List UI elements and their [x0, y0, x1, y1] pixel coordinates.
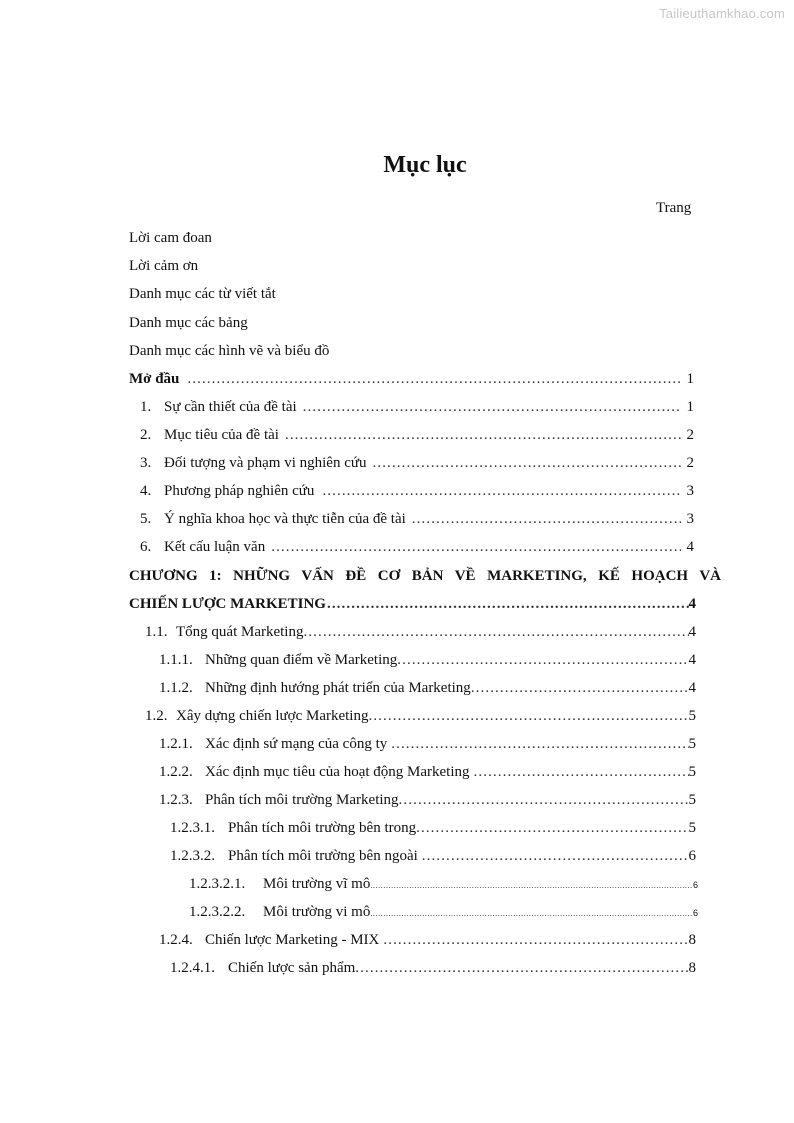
dot-leader: [322, 481, 680, 501]
page-column-header: Trang: [656, 200, 692, 216]
dot-leader: [370, 904, 693, 924]
toc-page-number: 5: [688, 736, 696, 752]
page-title: Mục lục: [383, 152, 467, 178]
toc-page-number: 1: [686, 371, 694, 387]
toc-label: Kết cấu luận văn: [164, 539, 266, 555]
dot-leader: [303, 397, 681, 417]
dot-leader: [383, 930, 688, 950]
dot-leader: [373, 453, 681, 473]
toc-label: Chiến lược Marketing - MIX: [205, 932, 380, 948]
toc-entry[interactable]: [189, 874, 698, 894]
toc-label: Những quan điểm về Marketing: [205, 652, 398, 668]
dot-leader: [303, 622, 688, 642]
toc-label: Môi trường vĩ mô: [263, 876, 371, 892]
toc-label: CHIẾN LƯỢC MARKETING: [129, 596, 326, 612]
toc-number: 1.2.3.2.2.: [189, 904, 246, 920]
toc-page-number: 2: [686, 427, 694, 443]
dot-leader: [187, 369, 680, 389]
toc-label: Sự cần thiết của đề tài: [164, 399, 297, 415]
toc-entry[interactable]: [140, 481, 694, 501]
dot-leader: [355, 958, 688, 978]
toc-number: 1.2.4.: [159, 932, 193, 948]
toc-label: Đối tượng và phạm vi nghiên cứu: [164, 455, 367, 471]
toc-entry[interactable]: [189, 902, 698, 922]
toc-label: Mở đầu: [129, 371, 180, 387]
toc-entry[interactable]: [145, 706, 696, 726]
toc-number: 1.1.1.: [159, 652, 193, 668]
toc-number: 1.2.1.: [159, 736, 193, 752]
toc-label: Phân tích môi trường Marketing: [205, 792, 399, 808]
toc-entry-figures[interactable]: Danh mục các hình vẽ và biểu đồ: [129, 342, 330, 359]
toc-label: Phương pháp nghiên cứu: [164, 483, 315, 499]
dot-leader: [416, 818, 688, 838]
watermark: Tailieuthamkhao.com: [659, 6, 785, 21]
toc-label: Môi trường vi mô: [263, 904, 371, 920]
dot-leader: [399, 790, 689, 810]
toc-number: 1.2.3.: [159, 792, 193, 808]
toc-page-number: 4: [688, 680, 696, 696]
toc-label: Ý nghĩa khoa học và thực tiễn của đề tài: [164, 511, 406, 527]
toc-number: 1.2.4.1.: [170, 960, 215, 976]
toc-number: 5.: [140, 511, 152, 527]
toc-label: Xây dựng chiến lược Marketing: [176, 708, 369, 724]
dot-leader: [474, 762, 689, 782]
toc-entry-intro[interactable]: [129, 369, 694, 389]
toc-page-number: 4: [686, 539, 694, 555]
toc-page-number: 4: [688, 596, 696, 612]
toc-number: 1.1.: [145, 624, 168, 640]
toc-page-number: 5: [688, 708, 696, 724]
toc-number: 2.: [140, 427, 152, 443]
toc-page-number: 3: [686, 511, 694, 527]
toc-entry[interactable]: [159, 762, 696, 782]
dot-leader: [327, 594, 689, 614]
toc-page-number: 4: [688, 652, 696, 668]
toc-entry-loi-cam-on[interactable]: Lời cảm ơn: [129, 258, 199, 275]
toc-entry[interactable]: [140, 509, 694, 529]
toc-page-number: 8: [688, 960, 696, 976]
chapter-1-heading[interactable]: CHƯƠNG 1: NHỮNG VẤN ĐỀ CƠ BẢN VỀ MARKETING, KẾ HOẠCH VÀ: [129, 568, 721, 584]
dot-leader: [397, 650, 688, 670]
toc-entry[interactable]: [140, 397, 694, 417]
toc-page-number: 6: [692, 880, 698, 890]
toc-entry[interactable]: [170, 958, 696, 978]
toc-page-number: 5: [688, 820, 696, 836]
toc-entry[interactable]: [159, 930, 696, 950]
toc-page-number: 6: [688, 848, 696, 864]
dot-leader: [368, 706, 688, 726]
toc-page-number: 4: [688, 624, 696, 640]
dot-leader: [391, 734, 688, 754]
dot-leader: [412, 509, 681, 529]
toc-entry[interactable]: [159, 678, 696, 698]
toc-entry[interactable]: [140, 453, 694, 473]
toc-number: 1.2.3.2.1.: [189, 876, 246, 892]
toc-entry[interactable]: [170, 846, 696, 866]
toc-entry[interactable]: [140, 425, 694, 445]
toc-label: Tổng quát Marketing: [176, 624, 304, 640]
toc-number: 1.2.2.: [159, 764, 193, 780]
toc-number: 1.2.3.2.: [170, 848, 215, 864]
toc-label: Những định hướng phát triển của Marketing: [205, 680, 471, 696]
toc-page-number: 3: [686, 483, 694, 499]
toc-page-number: 5: [688, 764, 696, 780]
toc-entry[interactable]: [159, 650, 696, 670]
toc-entry[interactable]: [170, 818, 696, 838]
toc-page-number: 6: [692, 908, 698, 918]
toc-number: 1.1.2.: [159, 680, 193, 696]
toc-number: 1.2.3.1.: [170, 820, 215, 836]
toc-label: Phân tích môi trường bên ngoài: [228, 848, 418, 864]
toc-page-number: 8: [688, 932, 696, 948]
toc-number: 1.: [140, 399, 152, 415]
dot-leader: [285, 425, 681, 445]
toc-label: Mục tiêu của đề tài: [164, 427, 279, 443]
toc-number: 6.: [140, 539, 152, 555]
toc-entry-abbreviations[interactable]: Danh mục các từ viết tắt: [129, 286, 276, 303]
toc-entry-loi-cam-doan[interactable]: Lời cam đoan: [129, 230, 212, 246]
dot-leader: [370, 876, 693, 896]
toc-page-number: 1: [686, 399, 694, 415]
toc-label: Xác định mục tiêu của hoạt động Marketing: [205, 764, 470, 780]
toc-page-number: 2: [686, 455, 694, 471]
toc-entry-chapter-1[interactable]: [129, 594, 696, 614]
toc-entry[interactable]: [159, 734, 696, 754]
dot-leader: [422, 846, 689, 866]
toc-number: 4.: [140, 483, 152, 499]
toc-label: Xác định sứ mạng của công ty: [205, 736, 388, 752]
toc-entry[interactable]: [145, 622, 696, 642]
toc-entry-tables[interactable]: Danh mục các bảng: [129, 314, 248, 331]
toc-page-number: 5: [688, 792, 696, 808]
dot-leader: [471, 678, 689, 698]
toc-number: 1.2.: [145, 708, 168, 724]
toc-label: Chiến lược sản phẩm: [228, 960, 356, 976]
dot-leader: [271, 537, 680, 557]
toc-entry[interactable]: [140, 537, 694, 557]
toc-number: 3.: [140, 455, 152, 471]
front-matter-list: [129, 228, 329, 369]
toc-label: Phân tích môi trường bên trong: [228, 820, 417, 836]
toc-entry[interactable]: [159, 790, 696, 810]
